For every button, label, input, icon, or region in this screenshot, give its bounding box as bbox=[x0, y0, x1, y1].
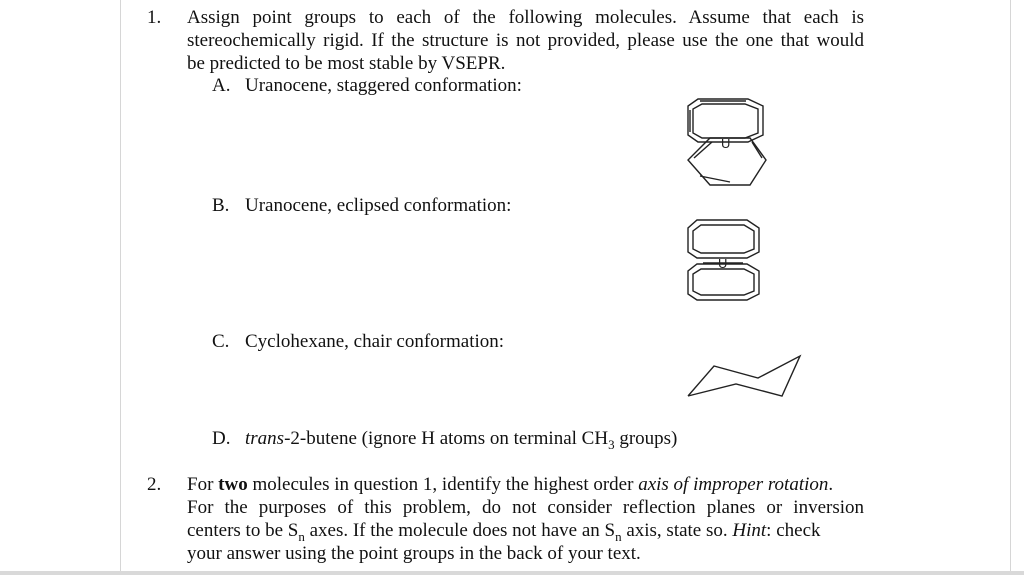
question-2-number: 2. bbox=[147, 474, 162, 495]
item-a-letter: A. bbox=[212, 75, 231, 96]
bottom-ring-double-bond-2 bbox=[752, 142, 762, 158]
q2-line3-c: axis, state so. bbox=[621, 520, 733, 541]
q2-line3-sub1: n bbox=[298, 528, 305, 544]
item-d-end: groups) bbox=[614, 428, 678, 449]
item-d-letter: D. bbox=[212, 428, 231, 449]
question-2-line-1 bbox=[187, 473, 833, 496]
item-d-text bbox=[245, 427, 677, 456]
q2-line1-italic: axis of improper rotation bbox=[638, 474, 829, 495]
question-2-line-4: your answer using the point groups in the back of your text. bbox=[187, 543, 641, 564]
item-c-letter: C. bbox=[212, 331, 230, 352]
upper-ring-inner bbox=[693, 225, 754, 253]
top-ring-inner bbox=[693, 104, 758, 138]
item-d-rest: -2-butene (ignore H atoms on terminal CH bbox=[284, 428, 609, 449]
q2-line1-b: molecules in question 1, identify the highest order bbox=[247, 474, 639, 495]
q2-line1-bold: two bbox=[218, 474, 248, 495]
question-1-line-3: be predicted to be most stable by VSEPR. bbox=[187, 53, 506, 74]
metal-label-a: U bbox=[721, 136, 731, 151]
q2-line1-a: For bbox=[187, 474, 219, 495]
item-b-letter: B. bbox=[212, 195, 230, 216]
metal-label-b: U bbox=[718, 256, 728, 271]
item-a-text: Uranocene, staggered conformation: bbox=[245, 75, 522, 96]
q2-line3-sub2: n bbox=[615, 528, 622, 544]
cyclohexane-chair-structure bbox=[684, 352, 808, 400]
q2-line1-c: . bbox=[828, 474, 834, 495]
q2-line3-hint: Hint bbox=[732, 520, 767, 541]
item-d-italic: trans bbox=[245, 428, 285, 449]
chair-ring bbox=[688, 356, 800, 396]
question-1-line-2: stereochemically rigid. If the structure is not provided, please use the one that would bbox=[187, 30, 864, 51]
question-2-line-2: For the purposes of this problem, do not consider reflection planes or inversion bbox=[187, 497, 864, 518]
eclipsed-uranocene-structure bbox=[685, 216, 765, 300]
question-1-line-1: Assign point groups to each of the following molecules. Assume that each is bbox=[187, 7, 864, 28]
item-c-text: Cyclohexane, chair conformation: bbox=[245, 331, 505, 352]
item-b-text: Uranocene, eclipsed conformation: bbox=[245, 195, 512, 216]
staggered-uranocene-structure bbox=[680, 92, 780, 192]
lower-ring-inner bbox=[693, 269, 754, 295]
q2-line3-d: : check bbox=[766, 520, 821, 541]
q2-line3-b: axes. If the molecule does not have an S bbox=[304, 520, 616, 541]
item-d-subscript: 3 bbox=[608, 436, 615, 452]
page-edge bbox=[0, 571, 1024, 575]
q2-line3-a: centers to be S bbox=[187, 520, 299, 541]
question-1-number: 1. bbox=[147, 7, 162, 28]
